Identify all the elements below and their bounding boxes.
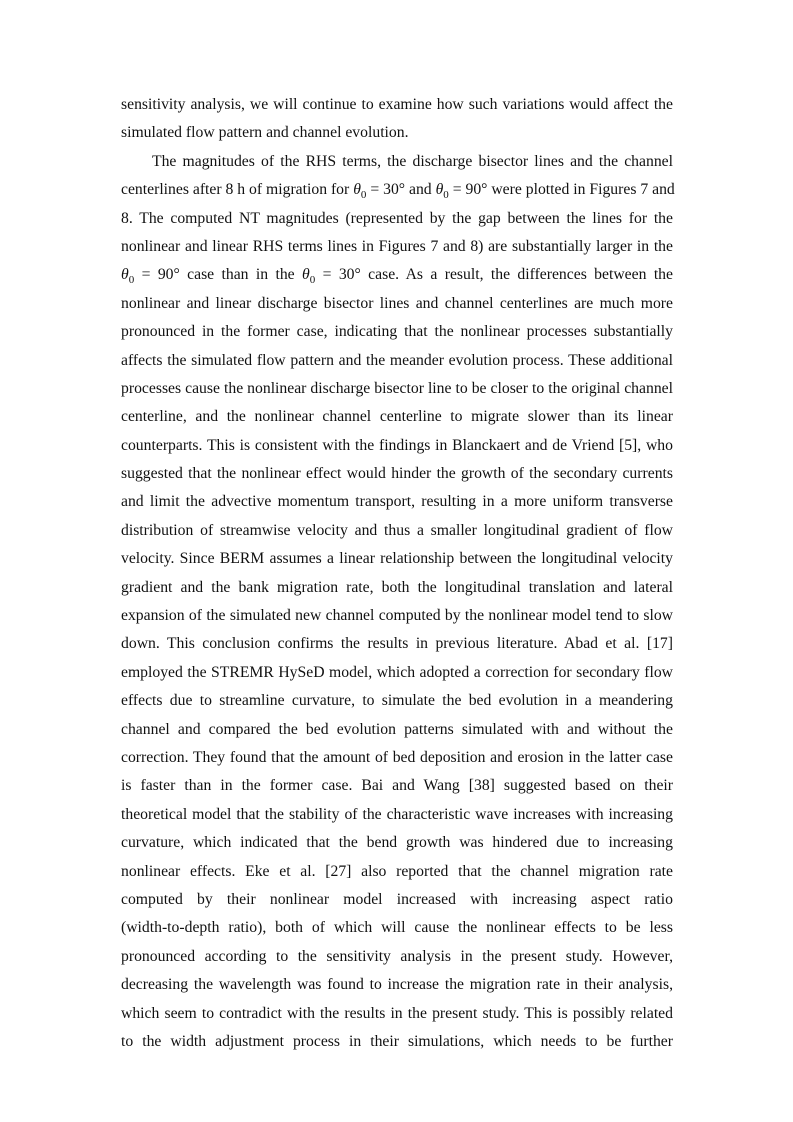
text-line: pronounced according to the sensitivity analysis in the present study. However, [121, 947, 673, 965]
text-line: is faster than in the former case. Bai and Wang [38] suggested based on their [121, 777, 673, 795]
text-line: and limit the advective momentum transport, resulting in a more uniform transverse [121, 493, 673, 511]
text-line: counterparts. This is consistent with the findings in Blanckaert and de Vriend [5], who [121, 436, 673, 454]
text-line: employed the STREMR HySeD model, which adopted a correction for secondary flow [121, 663, 673, 681]
text-line: decreasing the wavelength was found to increase the migration rate in their analysis, [121, 976, 673, 994]
text-line: (width-to-depth ratio), both of which will cause the nonlinear effects to be less [121, 919, 673, 937]
text-line: distribution of streamwise velocity and thus a smaller longitudinal gradient of flow [121, 521, 673, 539]
paragraph [121, 91, 673, 148]
body-text [121, 91, 673, 1056]
text-line: $\theta_0 = 90^\circ$ case than in the $\theta_0 = 30^\circ$ case. As a result, the differences between the [121, 266, 673, 287]
text-line: nonlinear and linear RHS terms lines in Figures 7 and 8) are substantially larger in the [121, 237, 673, 255]
text-line: pronounced in the former case, indicating that the nonlinear processes substantially [121, 323, 673, 341]
text-line: correction. They found that the amount of bed deposition and erosion in the latter case [121, 748, 673, 766]
text-line: simulated flow pattern and channel evolution. [121, 124, 409, 142]
text-line: expansion of the simulated new channel computed by the nonlinear model tend to slow [121, 607, 673, 625]
text-line: nonlinear and linear discharge bisector lines and channel centerlines are much more [121, 294, 673, 312]
text-line: to the width adjustment process in their simulations, which needs to be further [121, 1032, 673, 1050]
text-line: velocity. Since BERM assumes a linear relationship between the longitudinal velocity [121, 550, 673, 568]
text-line: curvature, which indicated that the bend growth was hindered due to increasing [121, 834, 673, 852]
text-line: centerline, and the nonlinear channel centerline to migrate slower than its linear [121, 408, 673, 426]
text-line: computed by their nonlinear model increased with increasing aspect ratio [121, 890, 673, 908]
text-line: effects due to streamline curvature, to simulate the bed evolution in a meandering [121, 692, 673, 710]
text-line: suggested that the nonlinear effect would hinder the growth of the secondary currents [121, 465, 673, 483]
paragraph [121, 148, 673, 1057]
text-line: nonlinear effects. Eke et al. [27] also reported that the channel migration rate [121, 862, 673, 880]
text-line: down. This conclusion confirms the results in previous literature. Abad et al. [17] [121, 635, 673, 653]
text-line: channel and compared the bed evolution patterns simulated with and without the [121, 720, 673, 738]
text-line: The magnitudes of the RHS terms, the discharge bisector lines and the channel [152, 152, 673, 170]
text-line: which seem to contradict with the results in the present study. This is possibly related [121, 1004, 673, 1022]
text-line: theoretical model that the stability of the characteristic wave increases with increasing [121, 805, 673, 823]
text-line: gradient and the bank migration rate, both the longitudinal translation and lateral [121, 578, 673, 596]
text-line: centerlines after 8 h of migration for $\theta_0 = 30^\circ$ and $\theta_0 = 90^\circ$ were plotted in Figures 7 and [121, 181, 675, 202]
text-line: affects the simulated flow pattern and the meander evolution process. These additional [121, 351, 673, 369]
text-line: sensitivity analysis, we will continue to examine how such variations would affect the [121, 96, 673, 113]
text-line: processes cause the nonlinear discharge bisector line to be closer to the original channel [121, 379, 673, 397]
text-line: 8. The computed NT magnitudes (represented by the gap between the lines for the [121, 209, 673, 227]
